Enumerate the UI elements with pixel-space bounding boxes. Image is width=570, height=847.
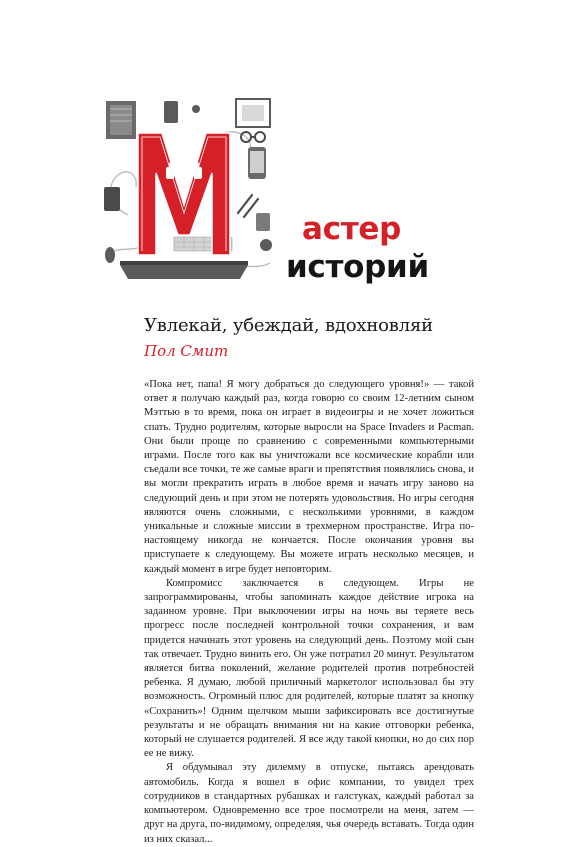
title-line-2: историй: [286, 249, 429, 285]
usb-drive-icon: [164, 101, 178, 123]
paragraph-3: Я обдумывал эту дилемму в отпуске, пытаясь арендовать автомобиль. Когда я вошел в офис компании, то увидел трех сотрудников в стандартных рубашках и галстуках, каждый работал за компьютером. Одновременно все трое посмотрели на меня, затем — друг на друга, по-видимому, определяя, чья очередь вставать. Тогда один из них сказал...: [144, 762, 474, 845]
title-line-1: астер: [302, 211, 401, 247]
subtitle: Увлекай, убеждай, вдохновляй: [144, 315, 433, 336]
mouse-icon: [105, 247, 115, 263]
button-icon: [192, 105, 200, 113]
laptop-icon: [120, 265, 248, 279]
pen-icon: [238, 195, 258, 217]
paragraph-2: Компромисс заключается в следующем. Игры не запрограммированы, чтобы запоминать каждое действие игрока на заданном уровне. При выключении игры на ночь вы теряете весь прогресс после последней контрольной точки сохранения, и вам придется начинать этот уровень на следующий день. Поэтому мой сын так отвечает. Трудно винить его. Он уже потратил 20 минут. Результатом является битва поколений, желание родителей против потребностей ребенка. Я думаю, любой приличный маркетолог использовал бы эту возможность. Огромный плюс для родителей, которые платят за кнопку «Сохранить»! Одним щелчком мыши зафиксировать все достигнутые результаты и не обращать внимания ни на какие отговорки ребенка, который не слушается родителей. Я все жду такой кнопки, но до сих пор ее не вижу.: [144, 577, 474, 760]
notebook-icon: [106, 101, 136, 139]
tablet-icon: [104, 187, 120, 211]
headphones-icon: [170, 154, 198, 169]
gadgets-illustration: [98, 95, 276, 285]
article-body: [144, 378, 474, 847]
paragraph-1: «Пока нет, папа! Я могу добраться до следующего уровня!» — такой ответ я получаю каждый раз, когда говорю со своим 12-летним сыном Мэттью в то время, пока он играет в видеоигры и не хочет ложиться спать. Трудно родителям, которые выросли на Space Invaders и Pacman. Они были проще по сравнению с современными компьютерными играми. После того как вы уничтожали все космические корабли или съедали все точки, те же самые враги и препятствия появлялись снова, и вы могли прекратить играть в любое время и начать игру заново на следующий день и при этом не потерять удовольствия. Но игры сегодня являются очень сложными, с несколькими уровнями, в каждом уникальные и сложные миссии в трехмерном пространстве. Игра по-настоящему никогда не кончается. После окончания уровня вы приступаете к следующему. Вы можете играть несколько месяцев, и каждый момент в игре будет неповторим.: [144, 379, 474, 575]
glasses-icon: [241, 132, 265, 142]
author-name: Пол Смит: [144, 342, 229, 360]
